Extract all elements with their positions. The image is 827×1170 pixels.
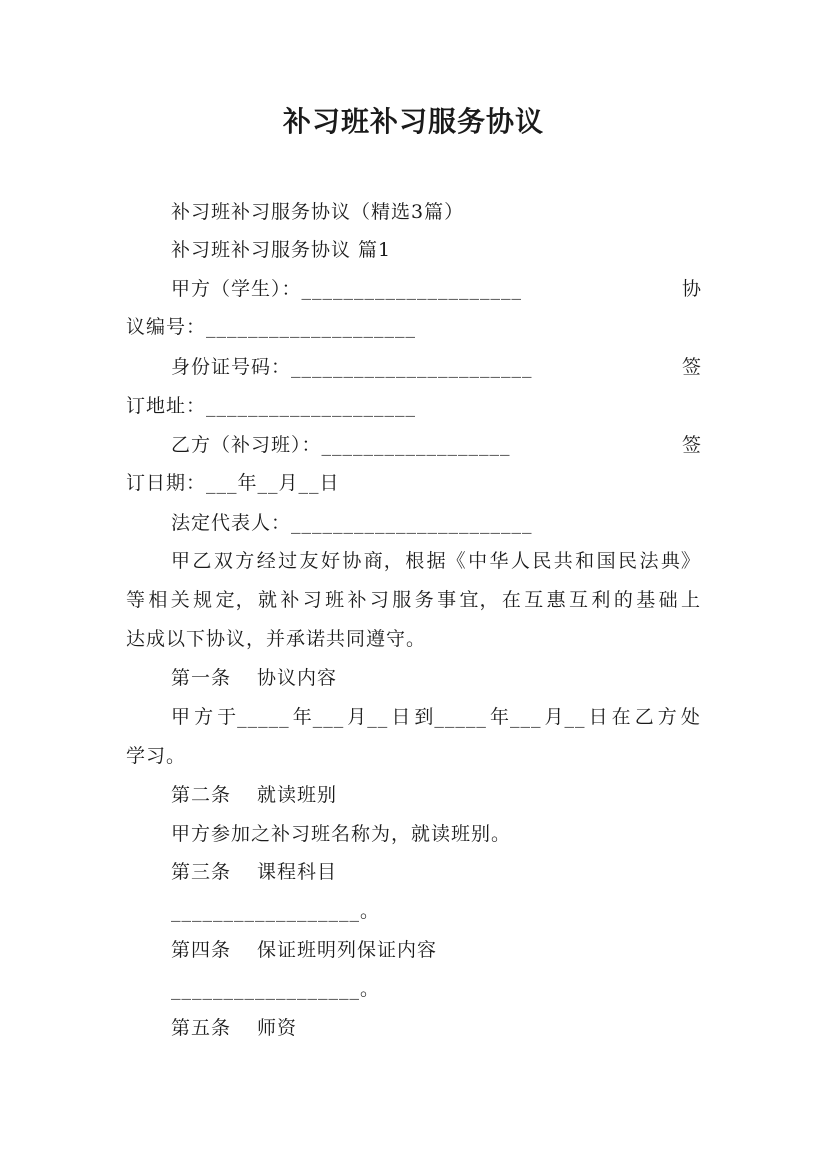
article-1-body-line-1 xyxy=(171,703,701,731)
article-4-title: 保证班明列保证内容 xyxy=(257,939,438,961)
article-4-number: 第四条 xyxy=(171,939,232,961)
text-segment: 的 xyxy=(613,589,634,611)
article-3-heading xyxy=(171,858,337,886)
text-segment: 年___ xyxy=(292,706,345,728)
text-segment: 规 xyxy=(193,589,214,611)
party-b-tail: 签 xyxy=(682,434,703,456)
text-segment: 就 xyxy=(257,589,278,611)
text-segment: 华 xyxy=(489,550,510,572)
article-5-heading xyxy=(171,1014,297,1042)
text-segment: 双 xyxy=(213,550,234,572)
intro-line-1 xyxy=(171,547,701,575)
text-segment: 甲 xyxy=(171,550,192,572)
text-segment: 过 xyxy=(278,550,299,572)
article-2-heading xyxy=(171,781,337,809)
text-segment: 法 xyxy=(639,550,660,572)
text-segment: 于_____ xyxy=(217,706,290,728)
text-segment: 日 xyxy=(391,706,412,728)
text-segment: 处 xyxy=(680,706,701,728)
article-3-number: 第三条 xyxy=(171,861,232,883)
text-segment: 在 xyxy=(611,706,632,728)
text-segment: 据《 xyxy=(426,550,467,572)
article-2-body: 甲方参加之补习班名称为，就读班别。 xyxy=(171,823,512,845)
text-segment: 习 xyxy=(369,589,390,611)
text-segment: 人 xyxy=(510,550,531,572)
text-segment: 月__ xyxy=(347,706,389,728)
party-a-line: 甲方（学生）：_____________________ xyxy=(171,278,523,300)
text-segment: 方 xyxy=(235,550,256,572)
text-segment: 定， xyxy=(215,589,256,611)
text-segment: 等 xyxy=(126,589,147,611)
text-segment: 事 xyxy=(437,589,458,611)
article-5-title: 师资 xyxy=(257,1017,298,1039)
text-segment: 日 xyxy=(588,706,609,728)
text-segment: 务 xyxy=(414,589,435,611)
text-segment: 典》 xyxy=(660,550,701,572)
article-4-heading xyxy=(171,936,437,964)
id-number-line: 身份证号码：_______________________ xyxy=(171,356,533,378)
text-segment: 友 xyxy=(299,550,320,572)
text-segment: 月__ xyxy=(544,706,586,728)
text-segment: 国 xyxy=(596,550,617,572)
text-segment: 互 xyxy=(524,589,545,611)
text-segment: 方 xyxy=(194,706,215,728)
text-segment: 乙 xyxy=(192,550,213,572)
legal-rep-line: 法定代表人：_______________________ xyxy=(171,512,533,534)
text-segment: 乙 xyxy=(634,706,655,728)
text-segment: 补 xyxy=(280,589,301,611)
sign-address-line: 订地址：____________________ xyxy=(126,395,417,417)
text-segment: 到_____ xyxy=(414,706,487,728)
text-segment: 经 xyxy=(256,550,277,572)
agreement-no-line: 议编号：____________________ xyxy=(126,316,417,338)
article-3-title: 课程科目 xyxy=(257,861,338,883)
text-segment: 互 xyxy=(569,589,590,611)
text-segment: 年___ xyxy=(489,706,542,728)
text-segment: 宜， xyxy=(459,589,500,611)
article-5-number: 第五条 xyxy=(171,1017,232,1039)
text-segment: 甲 xyxy=(171,706,192,728)
text-segment: 民 xyxy=(532,550,553,572)
text-segment: 基 xyxy=(636,589,657,611)
article-1-title: 协议内容 xyxy=(257,667,338,689)
text-segment: 础 xyxy=(658,589,679,611)
text-segment: 商， xyxy=(363,550,404,572)
intro-line-3: 达成以下协议，并承诺共同遵守。 xyxy=(126,628,427,650)
article-4-body: __________________。 xyxy=(171,978,381,1000)
document-title: 补习班补习服务协议 xyxy=(282,105,544,138)
text-segment: 补 xyxy=(347,589,368,611)
article-3-body: __________________。 xyxy=(171,900,381,922)
party-b-line: 乙方（补习班）：__________________ xyxy=(171,434,511,456)
intro-line-2 xyxy=(126,586,701,614)
text-segment: 中 xyxy=(468,550,489,572)
text-segment: 服 xyxy=(392,589,413,611)
article-1-body-line-2: 学习。 xyxy=(126,745,187,767)
text-segment: 方 xyxy=(657,706,678,728)
text-segment: 民 xyxy=(618,550,639,572)
text-segment: 习 xyxy=(302,589,323,611)
article-1-number: 第一条 xyxy=(171,667,232,689)
text-segment: 上 xyxy=(680,589,701,611)
subtitle-line: 补习班补习服务协议（精选3篇） xyxy=(171,201,465,223)
text-segment: 根 xyxy=(405,550,426,572)
text-segment: 班 xyxy=(325,589,346,611)
text-segment: 协 xyxy=(342,550,363,572)
article-1-heading xyxy=(171,664,337,692)
text-segment: 惠 xyxy=(546,589,567,611)
article-2-title: 就读班别 xyxy=(257,784,338,806)
part-heading: 补习班补习服务协议 篇1 xyxy=(171,239,392,261)
text-segment: 在 xyxy=(501,589,522,611)
party-a-tail: 协 xyxy=(682,278,703,300)
id-number-tail: 签 xyxy=(682,356,703,378)
text-segment: 关 xyxy=(170,589,191,611)
text-segment: 共 xyxy=(553,550,574,572)
text-segment: 相 xyxy=(148,589,169,611)
text-segment: 利 xyxy=(591,589,612,611)
article-2-number: 第二条 xyxy=(171,784,232,806)
text-segment: 和 xyxy=(575,550,596,572)
text-segment: 好 xyxy=(320,550,341,572)
sign-date-line: 订日期：___年__月__日 xyxy=(126,472,340,494)
